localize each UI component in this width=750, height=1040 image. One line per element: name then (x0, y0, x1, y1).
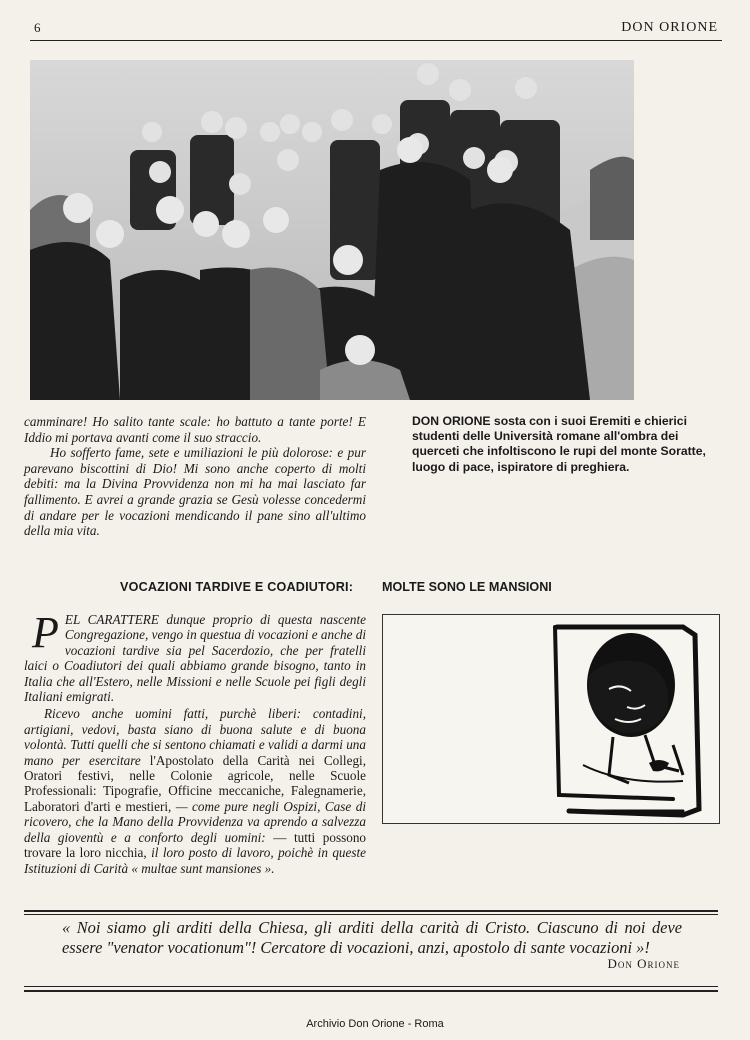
photo-caption: DON ORIONE sosta con i suoi Eremiti e chierici studenti delle Università romane all'ombra dei querceti che infoltiscono le rupi del monte Soratte, luogo di pace, ispiratore di preghiera. (412, 414, 706, 474)
left-paragraph-1: camminare! Ho salito tante scale: ho battuto a tante porte! E Iddio mi portava avanti come il suo straccio. (24, 414, 366, 445)
closing-quote: « Noi siamo gli arditi della Chiesa, gli arditi della carità di Cristo. Ciascuno di noi deve essere "venator vocationum"! Cercatore di vocazioni, anzi, apostolo di sante vocazioni »! (62, 918, 682, 957)
archive-footer: Archivio Don Orione - Roma (306, 1018, 444, 1030)
section-heading-left: VOCAZIONI TARDIVE E COADIUTORI: (120, 580, 354, 594)
body-paragraph-2-part-1: Ricevo anche uomini fatti, purchè liberi: contadini, artigiani, vedovi, basta siano di buona salute e di buona volontà. Tutti quelli che si sentono chiamati e validi a darmi una mano per esercitare (24, 706, 366, 768)
section-heading-right: MOLTE SONO LE MANSIONI (382, 580, 552, 594)
quote-rule-bottom-thick (24, 990, 718, 992)
body-text (24, 608, 367, 876)
quote-rule-top-thin (24, 914, 718, 915)
body-paragraph-2-part-3: — come pure negli Ospizi, Case di ricovero, che la Mano della Provvidenza va aprendo a salvezza della gioventù e a conforto degli uomini: (24, 798, 367, 845)
body-paragraph-2-part-5: il loro posto di lavoro, poichè in queste Istituzioni di Carità « multae sunt mansiones ». (24, 845, 367, 876)
group-photograph (30, 60, 634, 400)
quote-rule-top-thick (24, 910, 718, 912)
ink-drawing (382, 614, 720, 824)
drop-cap: P (32, 608, 59, 657)
photo-illustration (30, 60, 634, 400)
quote-signature: Don Orione (607, 956, 680, 971)
running-title: DON ORIONE (621, 20, 718, 35)
header-rule (30, 40, 722, 41)
body-paragraph-2-part-4: — tutti possono trovare la loro nicchia, (24, 829, 367, 861)
portrait-sketch (383, 615, 719, 823)
body-paragraph-2-part-2: l'Apostolato della Carità nei Collegi, Oratori festivi, nelle Colonie agricole, nelle Scuole Professionali: Tipografie, Officine meccaniche, Falegnamerie, Laboratori d'arti e mestieri, (24, 752, 366, 814)
page-number: 6 (34, 20, 41, 35)
left-paragraph-2: Ho sofferto fame, sete e umiliazioni le più dolorose: e pur parevano biscottini di Dio! Mi sono anche coperto di molti debiti: ma la Divina Provvidenza non mi ha mai lasciato far fallimento. E avrei a grande grazia se Gesù volesse concedermi di andare per le vocazioni mendicando il pane sino all'ultimo della mia vita. (24, 445, 366, 539)
left-column-text (24, 414, 366, 539)
body-paragraph-1: EL CARATTERE dunque proprio di questa nascente Congregazione, vengo in questua di vocazioni e anche di vocazioni tardive sia pel Sacerdozio, che per fratelli laici o Coadiutori dei quali abbiamo grande bisogno, tanto in Italia che all'Estero, nelle Missioni e nelle Scuole pei figli degli Italiani emigrati. (24, 612, 366, 705)
quote-rule-bottom-thin (24, 986, 718, 987)
